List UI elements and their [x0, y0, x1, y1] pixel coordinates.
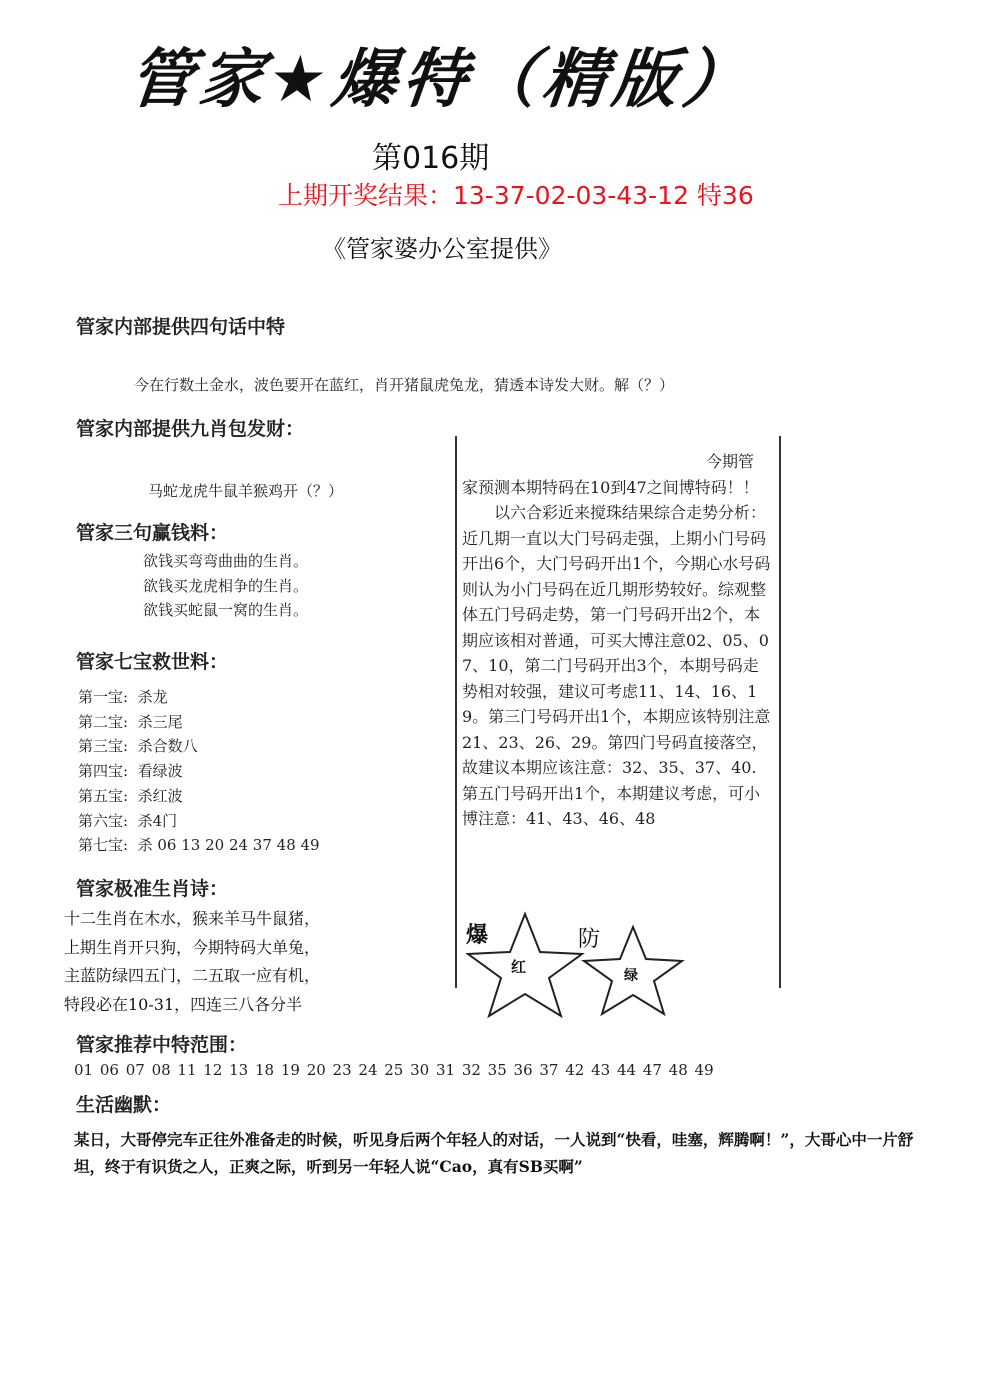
star-green-label: 防 [578, 927, 601, 952]
three-line-item: 欲钱买蛇鼠一窝的生肖。 [143, 601, 309, 620]
three-line-item: 欲钱买龙虎相争的生肖。 [143, 576, 309, 595]
four-lines-text: 今在行数土金水，波色要开在蓝红，肖开猪鼠虎兔龙，猜透本诗发大财。解（？） [134, 376, 675, 394]
issue-number: 第016期 [372, 141, 490, 176]
humor-heading: 生活幽默： [76, 1094, 172, 1116]
poem-line: 上期生肖开只狗，今期特码大单兔， [64, 937, 321, 957]
page-title: 管家★爆特（精版） [125, 43, 757, 117]
poem-line: 特段必在10-31，四连三八各分半 [64, 994, 303, 1014]
poem-heading: 管家极准生肖诗： [76, 878, 229, 900]
star-green-inner: 绿 [624, 968, 638, 984]
seven-treasures-heading: 管家七宝救世料： [76, 651, 229, 673]
analysis-text [462, 449, 772, 832]
last-result: 上期开奖结果：13-37-02-03-43-12 特36 [278, 181, 754, 210]
analysis-paragraph-2: 以六合彩近来搅珠结果综合走势分析：近几期一直以大门号码走强，上期小门号码开出6个，大门号码开出1个，今期心水号码则认为小门号码在近几期形势较好。综观整体五门号码走势，第一门号码开出2个，本期应该相对普通，可买大博注意02、05、07、10，第二门号码开出3个，本期号码走势相对较强，建议可考虑11、14、16、19。第三门号码开出1个，本期应该特别注意21、23、26、29。第四门号码直接落空，故建议本期应该注意：32、35、37、40.第五门号码开出1个，本期建议考虑，可小博注意：41、43、46、48 [462, 503, 771, 828]
nine-zodiac-text: 马蛇龙虎牛鼠羊猴鸡开（？） [148, 482, 344, 500]
provider-line: 《管家婆办公室提供》 [322, 235, 562, 263]
three-line-item: 欲钱买弯弯曲曲的生肖。 [143, 552, 309, 570]
three-lines-list [143, 549, 308, 623]
treasure-item: 第五宝: 杀红波 [78, 786, 183, 805]
star-red-inner: 红 [511, 958, 527, 976]
humor-text: 某日，大哥停完车正往外准备走的时候，听见身后两个年轻人的对话，一人说到“快看，哇塞，辉腾啊！”，大哥心中一片舒坦，终于有识货之人，正爽之际，听到另一年轻人说“Cao，真有SB买啊” [74, 1130, 914, 1176]
treasure-item: 第六宝: 杀4门 [78, 811, 178, 830]
analysis-paragraph-1: 家预测本期特码在10到47之间博特码！！ [462, 477, 759, 497]
range-numbers: 01 06 07 08 11 12 13 18 19 20 23 24 25 30 31 32 35 36 37 42 43 44 47 48 49 [74, 1061, 714, 1079]
three-lines-heading: 管家三句赢钱料： [76, 522, 229, 544]
treasure-item: 第三宝: 杀合数八 [78, 737, 198, 756]
poem-line: 十二生肖在木水，猴来羊马牛鼠猪， [64, 909, 321, 928]
seven-treasures-list [78, 685, 320, 858]
poem-line: 主蓝防绿四五门，二五取一应有机， [64, 966, 321, 985]
star-red-label: 爆 [466, 922, 489, 948]
treasure-item: 第二宝: 杀三尾 [78, 712, 183, 731]
analysis-intro-tail: 今期管 [705, 452, 754, 471]
treasure-item: 第一宝: 杀龙 [78, 688, 168, 706]
poem-lines [64, 905, 320, 1019]
nine-zodiac-heading: 管家内部提供九肖包发财： [76, 418, 305, 440]
range-heading: 管家推荐中特范围： [76, 1034, 248, 1056]
treasure-item: 第四宝: 看绿波 [78, 762, 183, 781]
treasure-item: 第七宝: 杀 06 13 20 24 37 48 49 [78, 836, 320, 855]
four-lines-heading: 管家内部提供四句话中特 [76, 316, 286, 338]
